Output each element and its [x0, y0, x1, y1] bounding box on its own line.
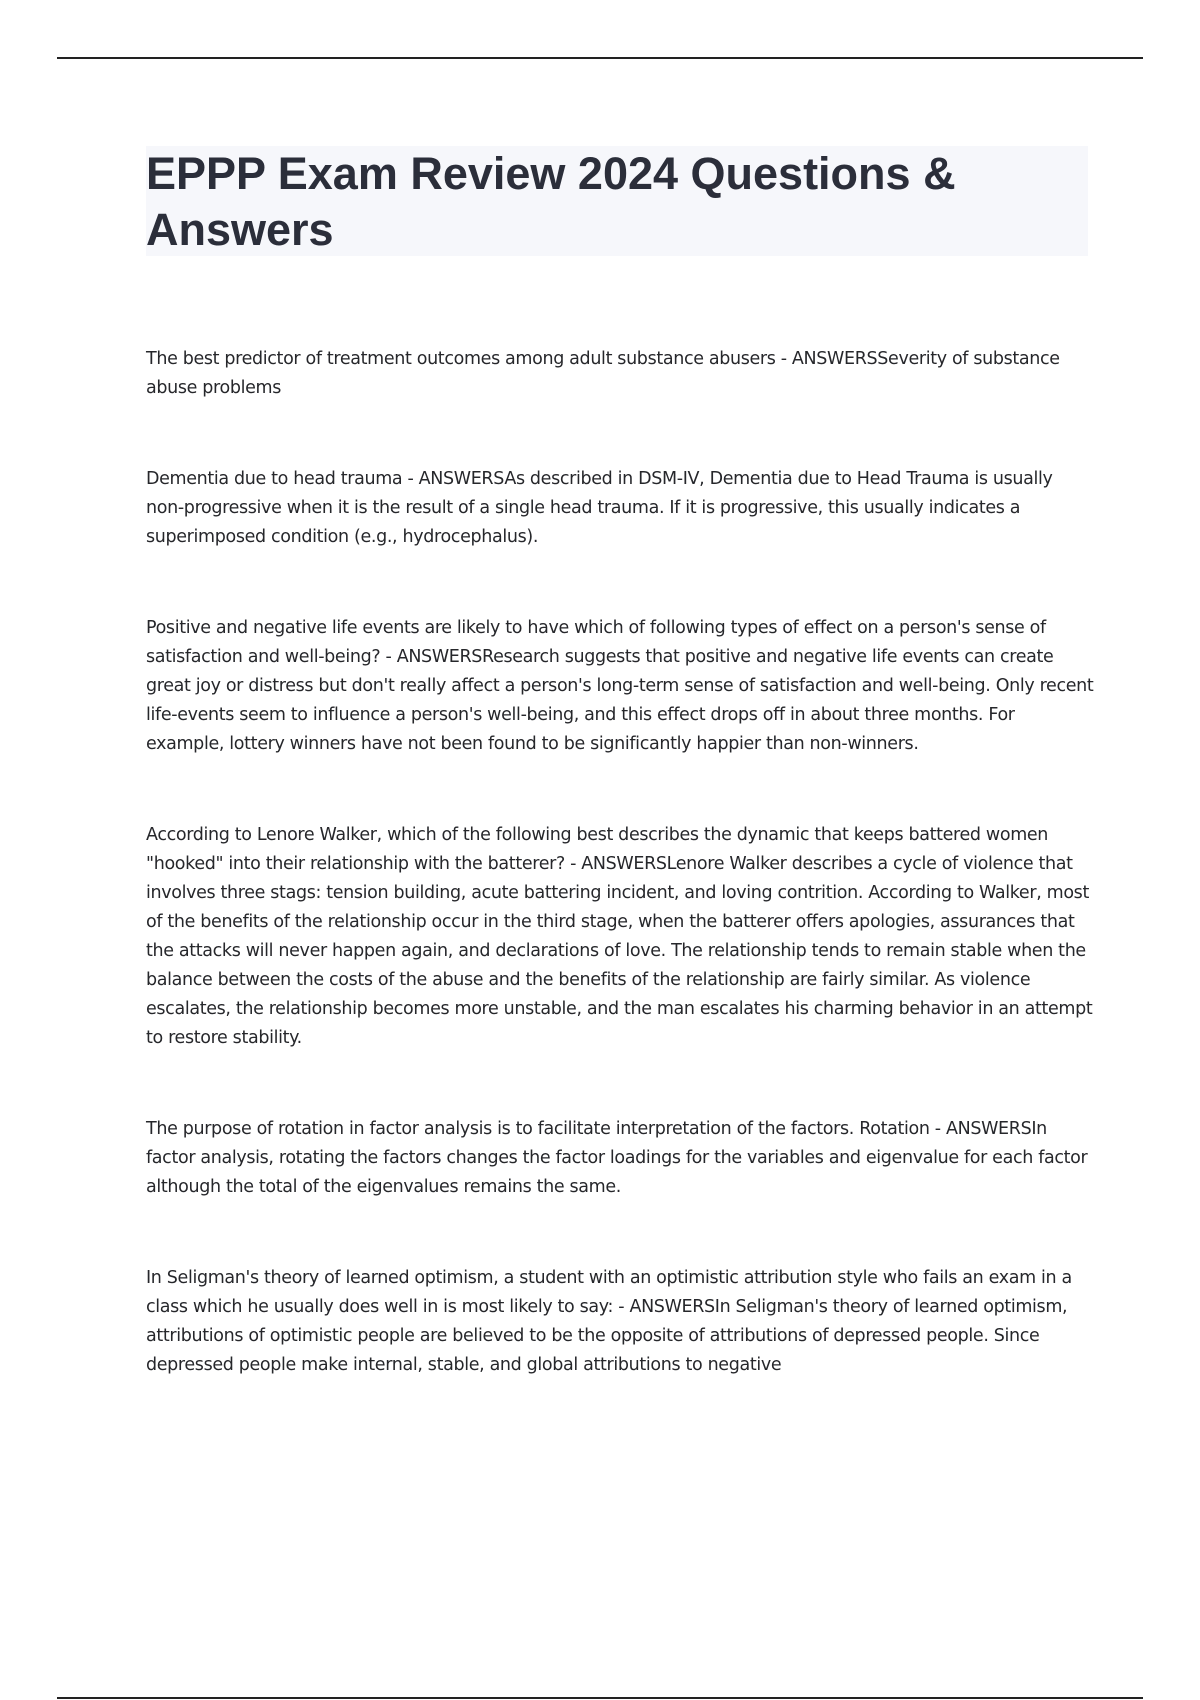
- qa-item-5: The purpose of rotation in factor analysis is to facilitate interpretation of the factors. Rotation - ANSWERSIn factor analysis, rotating the factors changes the factor loadings for the variables and eigenvalue for each factor although the total of the eigenvalues remains the same.: [146, 1119, 1088, 1197]
- qa-item-4: According to Lenore Walker, which of the following best describes the dynamic that keeps battered women "hooked" into their relationship with the batterer? - ANSWERSLenore Walker describes a cycle of violence that involves three stags: tension building, acute battering incident, and loving contrition. According to Walker, most of the benefits of the relationship occur in the third stage, when the batterer offers apologies, assurances that the attacks will never happen again, and declarations of love. The relationship tends to remain stable when the balance between the costs of the abuse and the benefits of the relationship are fairly similar. As violence escalates, the relationship becomes more unstable, and the man escalates his charming behavior in an attempt to restore stability.: [146, 825, 1093, 1048]
- qa-item-2: Dementia due to head trauma - ANSWERSAs described in DSM-IV, Dementia due to Head Trauma is usually non-progressive when it is the result of a single head trauma. If it is progressive, this usually indicates a superimposed condition (e.g., hydrocephalus).: [146, 469, 1053, 547]
- bottom-divider: [57, 1697, 1143, 1699]
- qa-item-3: Positive and negative life events are likely to have which of following types of effect on a person's sense of satisfaction and well-being? - ANSWERSResearch suggests that positive and negative life events can create great joy or distress but don't really affect a person's long-term sense of satisfaction and well-being. Only recent life-events seem to influence a person's well-being, and this effect drops off in about three months. For example, lottery winners have not been found to be significantly happier than non-winners.: [146, 618, 1094, 754]
- qa-list: [146, 345, 1094, 1380]
- top-divider: [57, 57, 1143, 59]
- title-block: [146, 146, 1088, 256]
- qa-item-1: The best predictor of treatment outcomes among adult substance abusers - ANSWERSSeverity of substance abuse problems: [146, 349, 1060, 398]
- document-title: EPPP Exam Review 2024 Questions & Answers: [146, 148, 956, 255]
- qa-item-6: In Seligman's theory of learned optimism, a student with an optimistic attribution style who fails an exam in a class which he usually does well in is most likely to say: - ANSWERSIn Seligman's theory of learned optimism, attributions of optimistic people are believed to be the opposite of attributions of depressed people. Since depressed people make internal, stable, and global attributions to negative: [146, 1268, 1072, 1375]
